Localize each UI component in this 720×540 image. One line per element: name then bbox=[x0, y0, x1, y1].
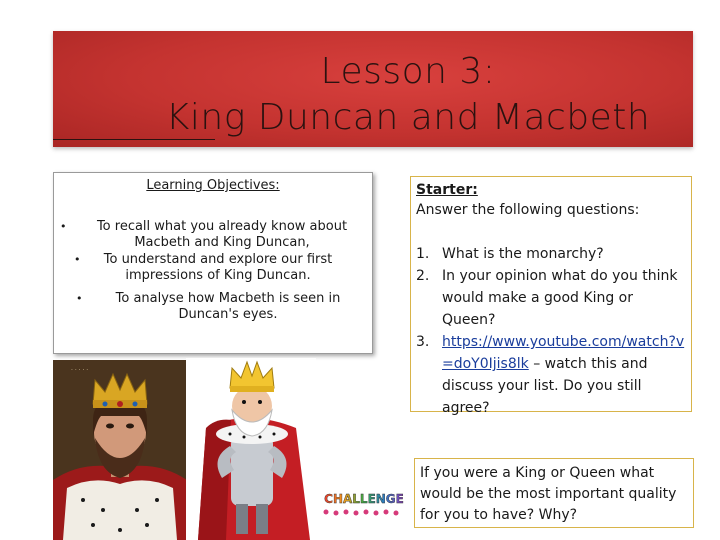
objective-text: To understand and explore our first impressions of King Duncan. bbox=[103, 252, 333, 283]
objectives-heading: Learning Objectives: bbox=[146, 178, 280, 193]
question-number: 3. bbox=[416, 334, 430, 350]
title-underline bbox=[53, 139, 215, 140]
challenge-question: If you were a King or Queen what would be the most important quality for you to have? Why? bbox=[420, 465, 677, 523]
svg-text:· · · · ·: · · · · · bbox=[71, 367, 89, 374]
question-item bbox=[416, 243, 688, 265]
question-text-tail: – watch this and discuss your list. Do you still agree? bbox=[442, 356, 648, 416]
starter-heading: Starter: bbox=[416, 182, 478, 198]
question-item bbox=[416, 265, 688, 331]
question-item bbox=[416, 331, 688, 419]
question-number: 1. bbox=[416, 246, 430, 262]
objective-text: To analyse how Macbeth is seen in Duncan's eyes. bbox=[115, 291, 341, 322]
title-banner bbox=[53, 31, 693, 147]
challenge-logo bbox=[316, 488, 412, 522]
question-text bbox=[416, 331, 688, 419]
objective-item bbox=[54, 252, 372, 284]
title-line-1: Lesson 3: bbox=[320, 51, 496, 92]
question-text: In your opinion what do you think would make a good King or Queen? bbox=[442, 268, 678, 328]
youtube-link[interactable]: https://www.youtube.com/watch?v=doY0Ijis8lk bbox=[442, 334, 685, 372]
starter-intro: Answer the following questions: bbox=[416, 202, 640, 218]
challenge-box bbox=[414, 458, 694, 528]
cartoon-king-image bbox=[186, 358, 316, 540]
bullet: • bbox=[76, 292, 83, 305]
question-number: 2. bbox=[416, 268, 430, 284]
objective-item bbox=[54, 291, 372, 323]
learning-objectives-box bbox=[53, 172, 373, 354]
bullet: • bbox=[74, 253, 81, 266]
challenge-logo-text: CHALLENGE bbox=[324, 492, 404, 506]
bullet: • bbox=[60, 220, 67, 233]
objective-text: To recall what you already know about Macbeth and King Duncan, bbox=[96, 219, 348, 250]
question-text: What is the monarchy? bbox=[442, 246, 604, 262]
king-portrait-image bbox=[53, 360, 187, 540]
objective-item bbox=[54, 219, 372, 251]
title-line-2: King Duncan and Macbeth bbox=[165, 97, 651, 138]
starter-box bbox=[410, 176, 692, 416]
